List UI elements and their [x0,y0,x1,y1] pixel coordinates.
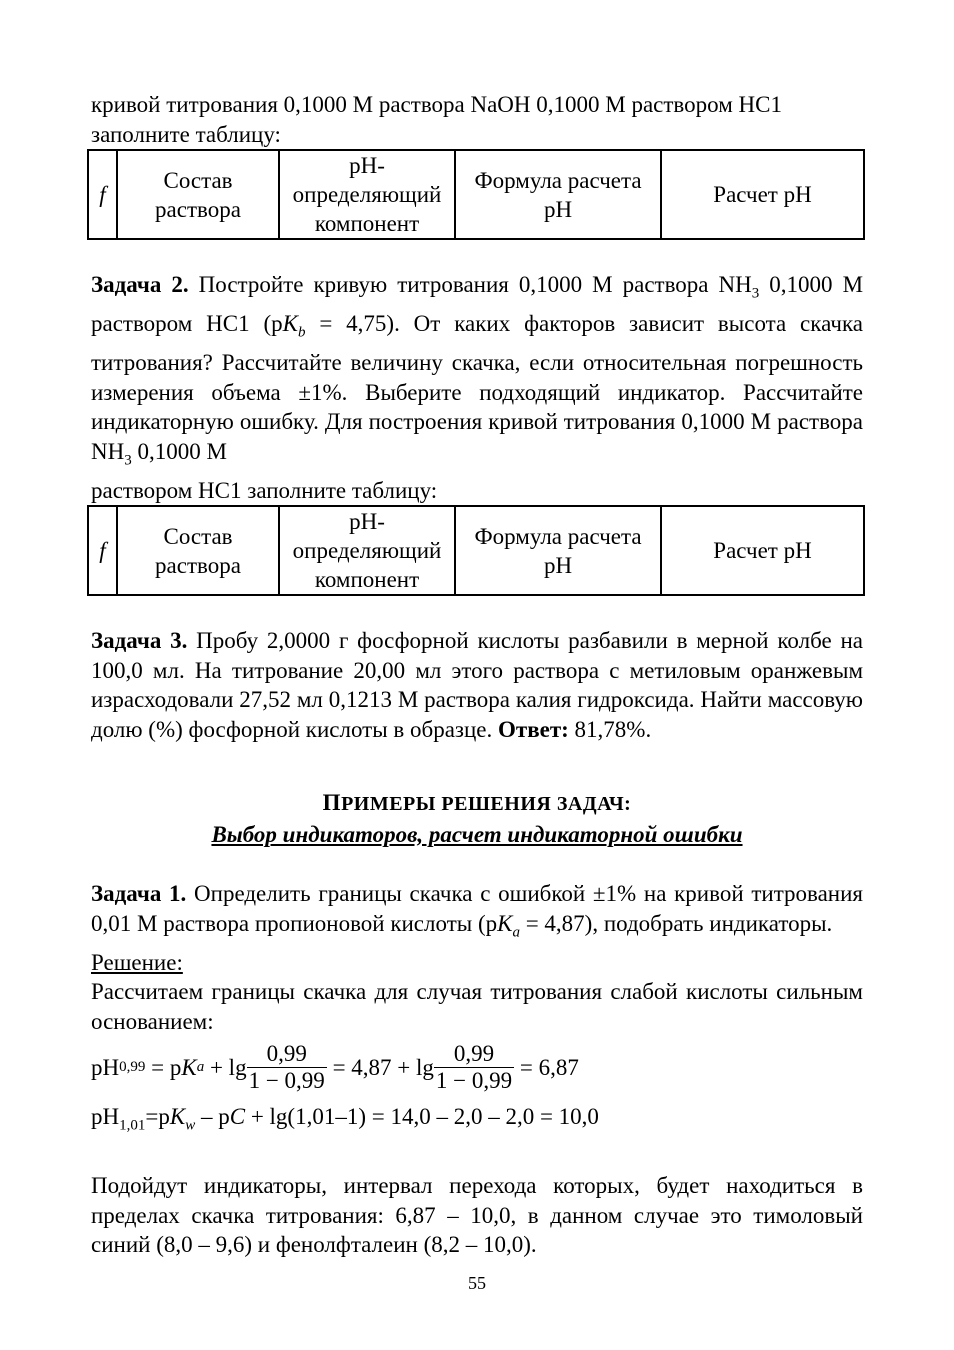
table-header-formula: Формула расчета рН [455,150,661,239]
answer-label: Ответ: [498,716,569,742]
table-header-composition: Состав раствора [117,506,279,595]
titration-table-2 [87,505,865,596]
solution-text: Рассчитаем границы скачка для случая титрования слабой кислоты сильным основанием: [91,979,863,1034]
task-2-last-line: раствором HC1 заполните таблицу: [91,477,438,503]
table-row [88,150,864,239]
task-3: Задача 3. Пробу 2,0000 г фосфорной кислоты разбавили в мерной колбе на 100,0 мл. На титрование 20,00 мл этого раствора с метиловым оранжевым израсходовали 27,52 мл 0,1213 М раствора калия гидроксида. Найти массовую долю (%) фосфорной кислоты в образце. Ответ: 81,78%. [91,628,863,742]
formula-ph-0-99: pH 0,99 = p K a + lg $\frac{0,99}{1 - 0,99}$ = 4,87 + lg $\frac{0,99}{1 - 0,99}$ = 6,87 [91,1040,579,1093]
table-header-f: f [88,150,117,239]
fraction-1: $\frac{0,99}{1 - 0,99}$ [248,1040,325,1093]
section-heading: ПРИМЕРЫ РЕШЕНИЯ ЗАДАЧ: [322,790,632,816]
table-row [88,506,864,595]
fraction-2: $\frac{0,99}{1 - 0,99}$ [435,1040,513,1093]
table-header-composition: Состав раствора [117,150,279,239]
task-3-label: Задача 3. [91,628,188,654]
task-2-label: Задача 2. [91,272,189,297]
table-header-formula: Формула расчета рН [455,506,661,595]
task-1: Задача 1. Определить границы скачка с ошибкой ±1% на кривой титрования 0,01 М раствора пропионовой кислоты $(pK_a = 4,87)$, подобрать индикаторы. [91,881,864,941]
page-number: 55 [468,1273,486,1293]
intro-line-1: кривой титрования 0,1000 М раствора NaOH 0,1000 М раствором HC1 [91,92,782,117]
table-header-calc: Расчет рН [661,506,864,595]
page-body [91,90,863,1260]
task-1-label: Задача 1. [91,881,187,907]
table-header-calc: Расчет рН [661,150,864,239]
formula-ph-1-01: $pH_{1,01}=pK_w$ – pC + lg(1,01–1) = 14,0 – 2,0 – 2,0 = 10,0 [91,1104,599,1134]
table-header-ph-component: pH-определяющий компонент [279,506,455,595]
intro-line-2: заполните таблицу: [91,121,281,147]
titration-table-1 [87,149,865,240]
task-2: Задача 2. Постройте кривую титрования 0,1000 М раствора $NH_3$ 0,1000 М раствором HC1 $(pK_b = 4,75)$. От каких факторов зависит высота скачка титрования? Рассчитайте величину скачка, если относительная погрешность измерения объема ±1%. Выберите подходящий индикатор. Рассчитайте индикаторную ошибку. Для построения кривой титрования 0,1000 М раствора $NH_3$ 0,1000 М [91,272,864,469]
section-subtitle: Выбор индикаторов, расчет индикаторной ошибки [211,821,743,847]
table-header-ph-component: pH-определяющий компонент [279,150,455,239]
conclusion-paragraph: Подойдут индикаторы, интервал перехода которых, будет находиться в пределах скачка титрования: 6,87 – 10,0, в данном случае это тимоловый синий (8,0 – 9,6) и фенолфталеин (8,2 – 10,0). [91,1173,863,1258]
table-header-f: f [88,506,117,595]
solution-label: Решение: [91,949,183,975]
